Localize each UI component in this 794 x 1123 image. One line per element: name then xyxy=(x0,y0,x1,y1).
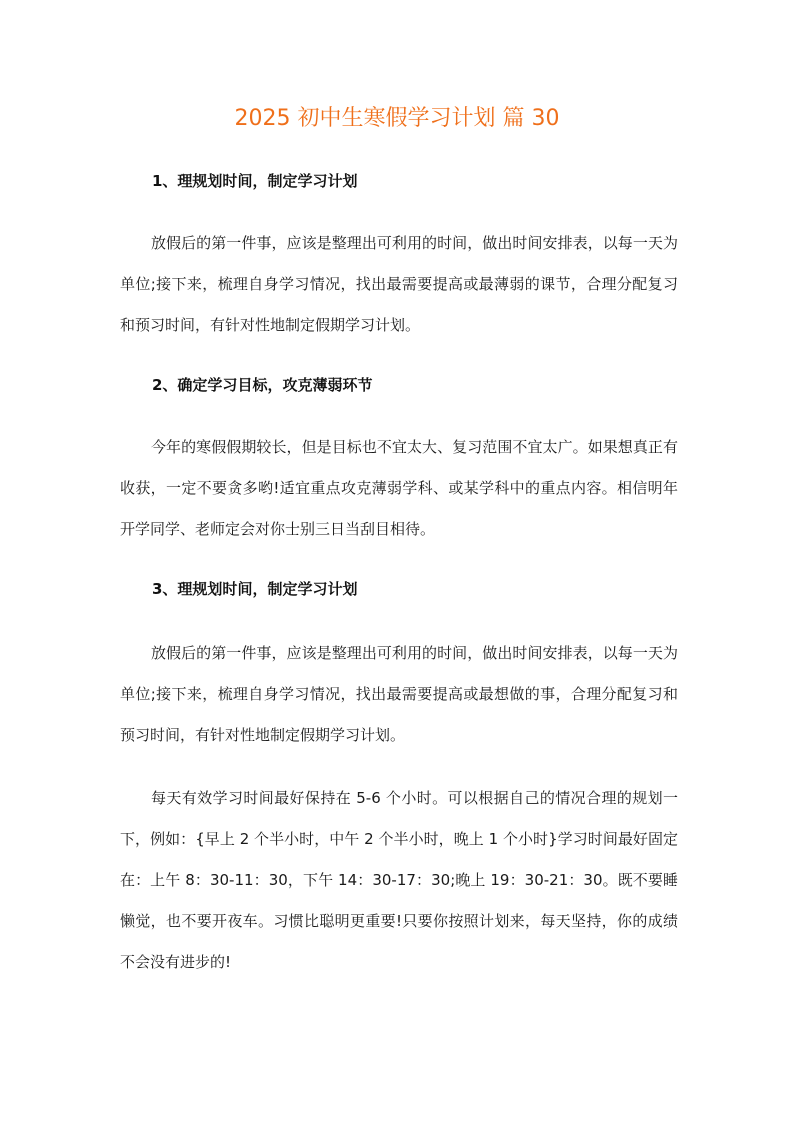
section-2-heading: 2、确定学习目标，攻克薄弱环节 xyxy=(152,376,373,394)
section-1-paragraph-1: 放假后的第一件事，应该是整理出可利用的时间，做出时间安排表，以每一天为单位;接下来，梳理自身学习情况，找出最需要提高或最薄弱的课节，合理分配复习和预习时间，有针对性地制定假期学习计划。 xyxy=(120,234,678,334)
section-3-paragraph-2: 每天有效学习时间最好保持在 5-6 个小时。可以根据自己的情况合理的规划一下，例如：{早上 2 个半小时，中午 2 个半小时，晚上 1 个小时}学习时间最好固定在：上午 8：30-11：30，下午 14：30-17：30;晚上 19：30-21：30。既不要睡懒觉，也不要开夜车。习惯比聪明更重要!只要你按照计划来，每天坚持，你的成绩不会没有进步的! xyxy=(120,789,678,971)
section-2-paragraph-1: 今年的寒假假期较长，但是目标也不宜太大、复习范围不宜太广。如果想真正有收获，一定不要贪多哟!适宜重点攻克薄弱学科、或某学科中的重点内容。相信明年开学同学、老师定会对你士别三日当刮目相待。 xyxy=(120,438,678,538)
section-3-heading: 3、理规划时间，制定学习计划 xyxy=(152,580,358,598)
page-title: 2025 初中生寒假学习计划 篇 30 xyxy=(234,106,560,131)
section-3-paragraph-1: 放假后的第一件事，应该是整理出可利用的时间，做出时间安排表，以每一天为单位;接下来，梳理自身学习情况，找出最需要提高或最想做的事，合理分配复习和预习时间，有针对性地制定假期学习计划。 xyxy=(120,644,678,744)
section-1-heading: 1、理规划时间，制定学习计划 xyxy=(152,172,358,190)
